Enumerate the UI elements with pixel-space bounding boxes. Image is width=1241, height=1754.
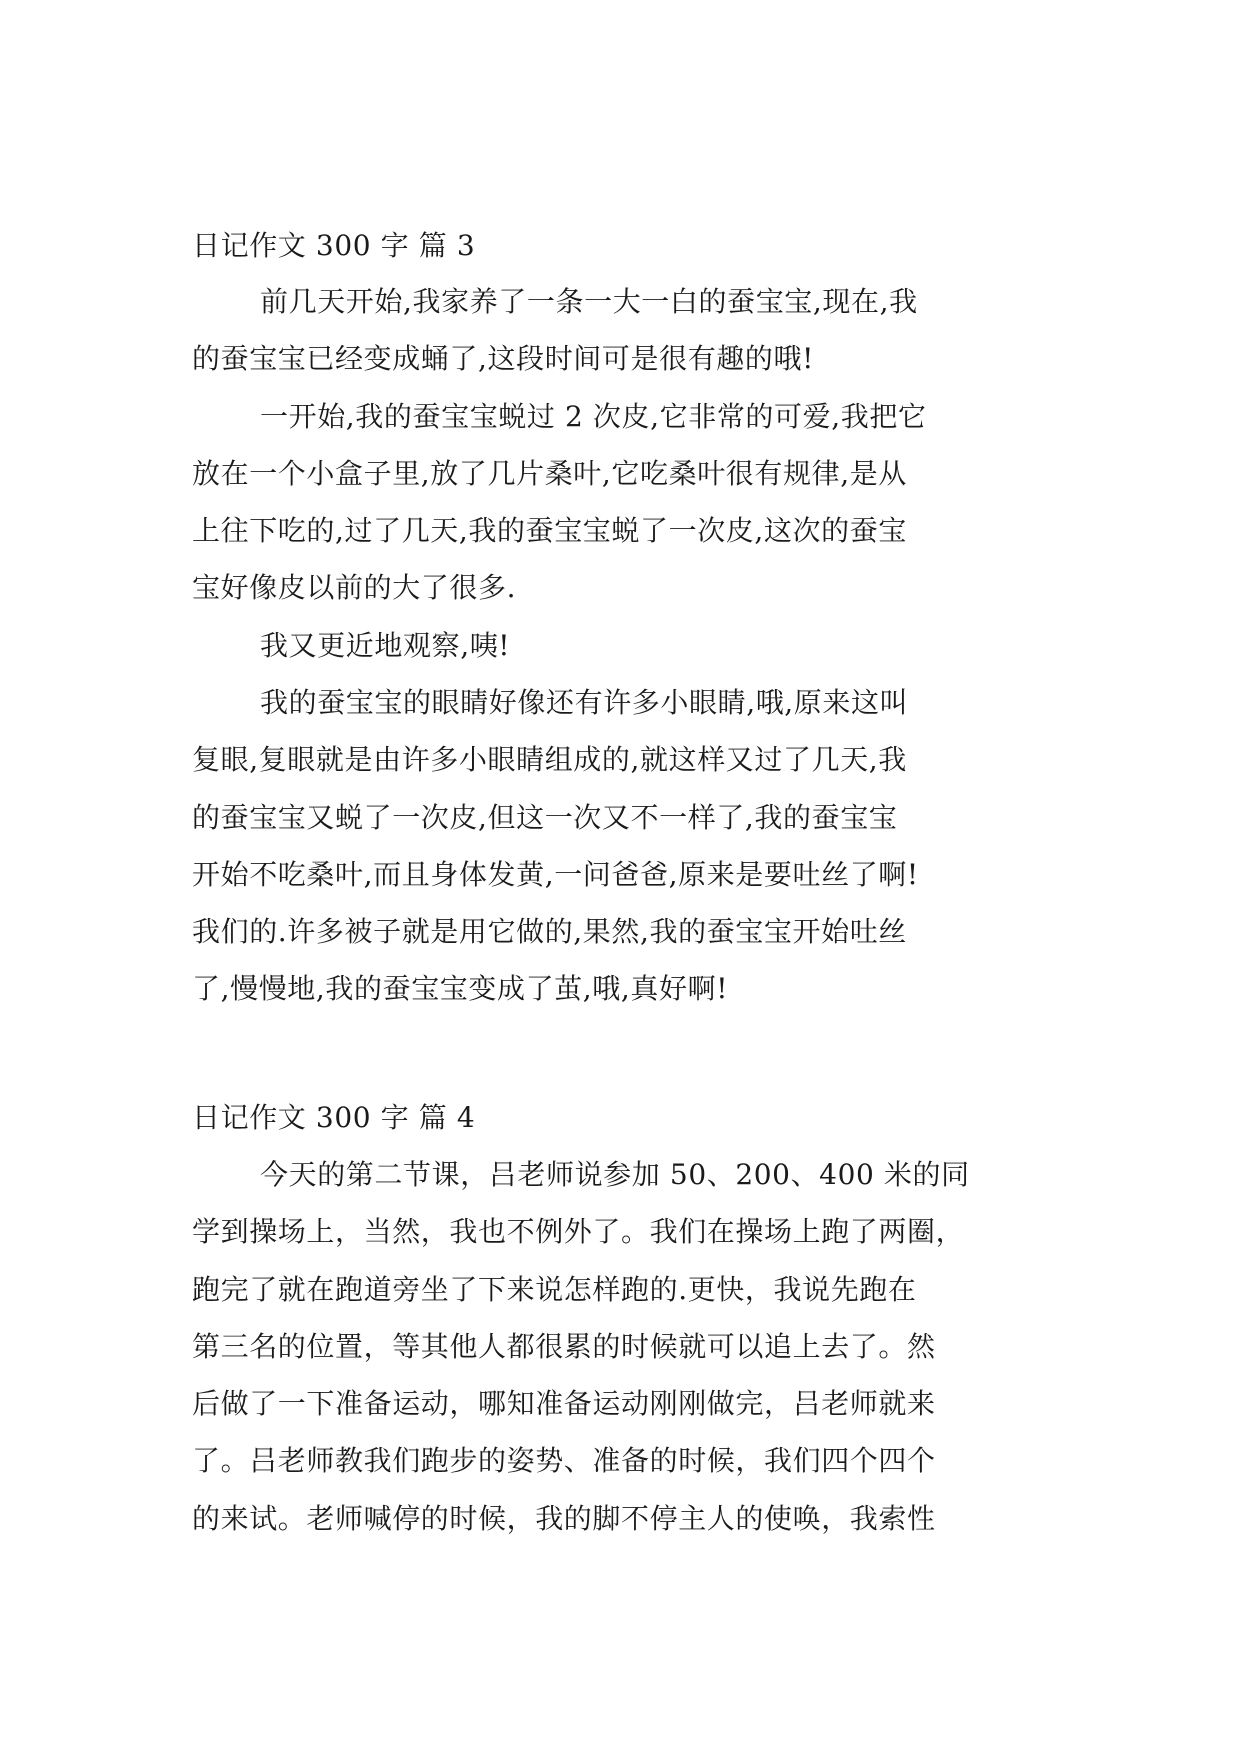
paragraph-line: 第三名的位置，等其他人都很累的时候就可以追上去了。然 (192, 1330, 936, 1363)
paragraph-line: 今天的第二节课，吕老师说参加 50、200、400 米的同 (260, 1158, 970, 1191)
paragraph-line: 我们的.许多被子就是用它做的,果然,我的蚕宝宝开始吐丝 (192, 915, 907, 948)
paragraph-line: 后做了一下准备运动，哪知准备运动刚刚做完，吕老师就来 (192, 1387, 936, 1420)
paragraph-line: 放在一个小盒子里,放了几片桑叶,它吃桑叶很有规律,是从 (192, 457, 907, 490)
paragraph-line: 了,慢慢地,我的蚕宝宝变成了茧,哦,真好啊! (192, 972, 729, 1005)
section-heading: 日记作文 300 字 篇 4 (192, 1101, 476, 1134)
paragraph-line: 我又更近地观察,咦! (260, 629, 511, 662)
paragraph-line: 开始不吃桑叶,而且身体发黄,一问爸爸,原来是要吐丝了啊! (192, 858, 919, 891)
paragraph-line: 上往下吃的,过了几天,我的蚕宝宝蜕了一次皮,这次的蚕宝 (192, 514, 907, 547)
paragraph-line: 一开始,我的蚕宝宝蜕过 2 次皮,它非常的可爱,我把它 (260, 400, 927, 433)
paragraph-line: 的蚕宝宝又蜕了一次皮,但这一次又不一样了,我的蚕宝宝 (192, 801, 898, 834)
paragraph-line: 我的蚕宝宝的眼睛好像还有许多小眼睛,哦,原来这叫 (260, 686, 909, 719)
paragraph-line: 宝好像皮以前的大了很多. (192, 571, 517, 604)
paragraph-line: 跑完了就在跑道旁坐了下来说怎样跑的.更快，我说先跑在 (192, 1273, 917, 1306)
section-heading: 日记作文 300 字 篇 3 (192, 229, 476, 262)
paragraph-line: 学到操场上，当然，我也不例外了。我们在操场上跑了两圈， (192, 1215, 965, 1248)
paragraph-line: 的蚕宝宝已经变成蛹了,这段时间可是很有趣的哦! (192, 342, 814, 375)
paragraph-line: 的来试。老师喊停的时候，我的脚不停主人的使唤，我索性 (192, 1502, 936, 1535)
paragraph-line: 了。吕老师教我们跑步的姿势、准备的时候，我们四个四个 (192, 1444, 936, 1477)
paragraph-line: 前几天开始,我家养了一条一大一白的蚕宝宝,现在,我 (260, 285, 918, 318)
paragraph-line: 复眼,复眼就是由许多小眼睛组成的,就这样又过了几天,我 (192, 743, 907, 776)
